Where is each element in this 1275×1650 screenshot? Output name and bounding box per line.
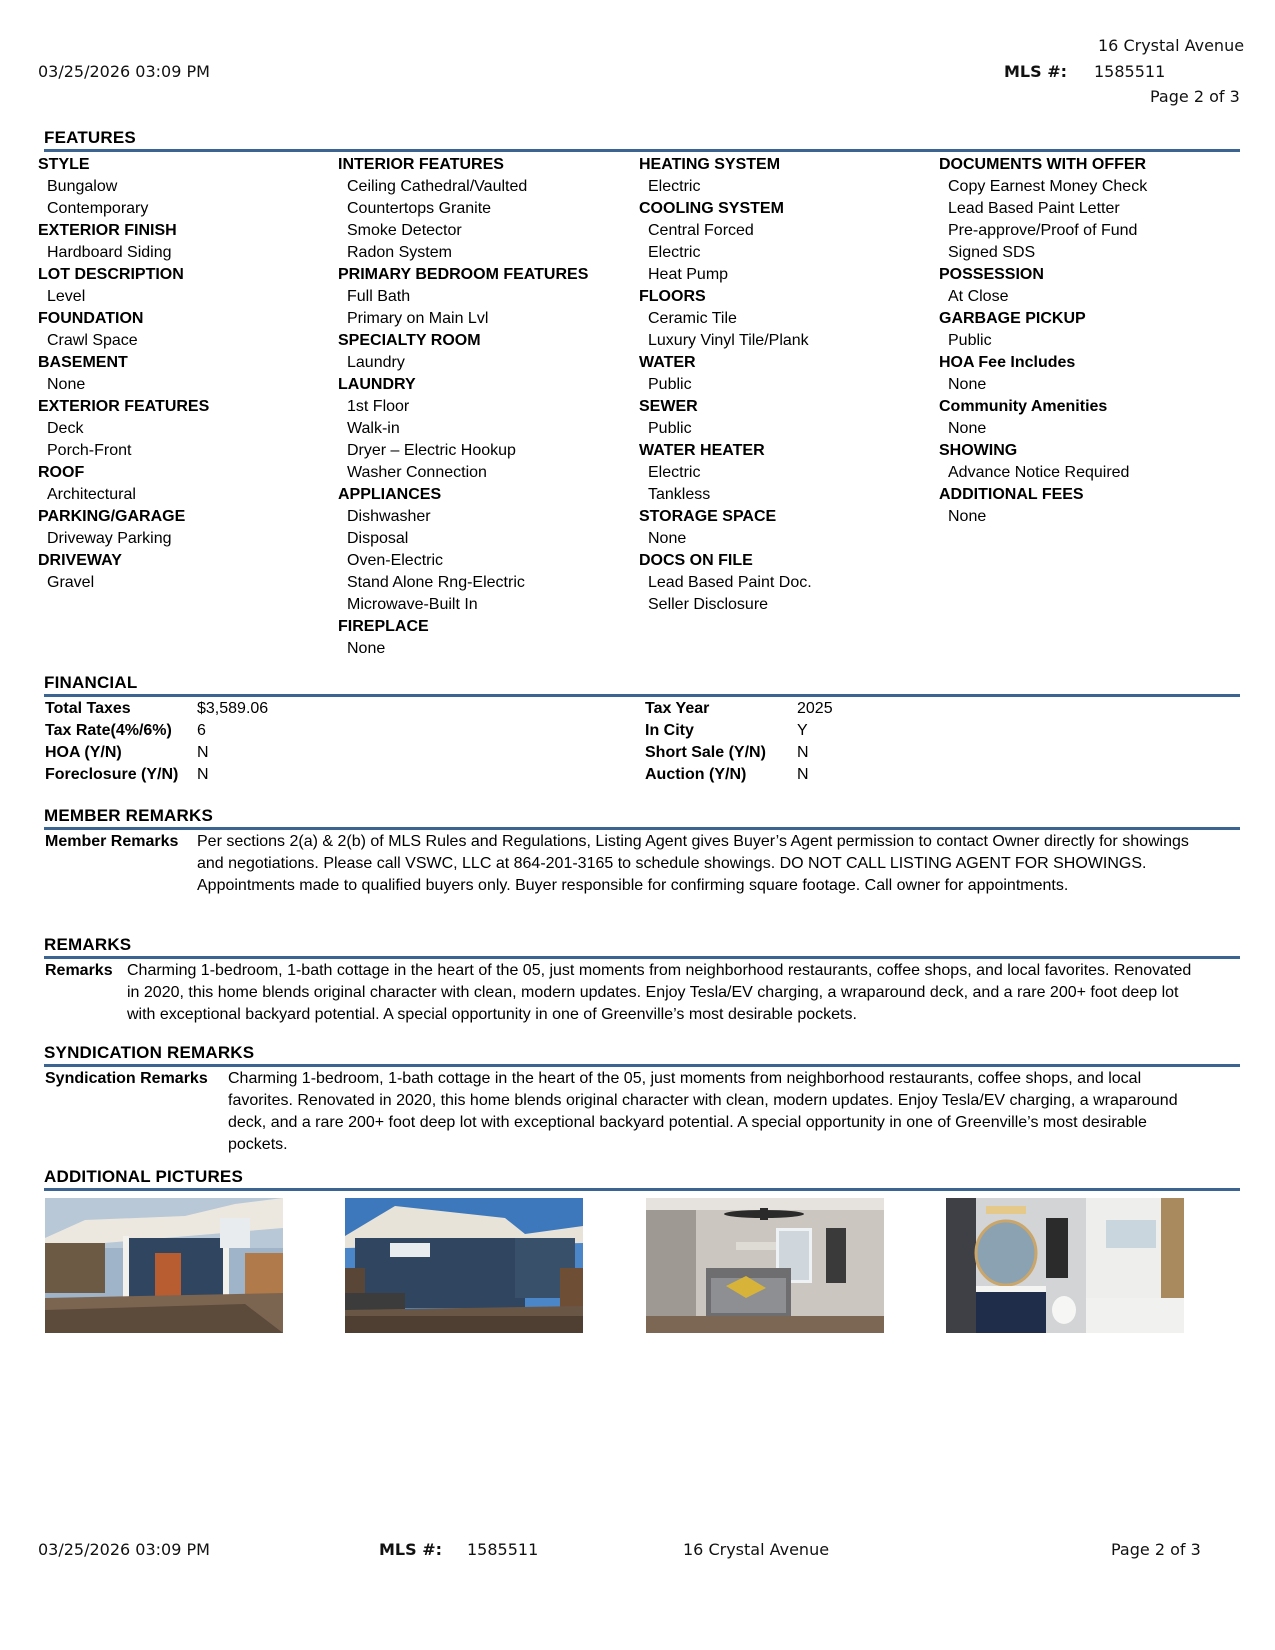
remarks-text: Charming 1-bedroom, 1-bath cottage in the heart of the 05, just moments from neighborhood restaurants, coffee shops, and local favorites. Renovated in 2020, this home blends original character with clean, modern updates. Enjoy Tesla/EV charging, a wraparound deck, and a rare 200+ foot deep lot with exceptional backyard potential. A special opportunity in one of Greenville’s most desirable pockets. [127, 962, 1192, 1023]
member-remarks-label: Member Remarks [45, 833, 179, 850]
feature-value: Tankless [648, 486, 711, 503]
feature-label: APPLIANCES [338, 486, 442, 503]
feature-value: At Close [948, 288, 1009, 305]
header-mls-number: 1585511 [1094, 62, 1166, 81]
financial-key: Auction (Y/N) [645, 766, 747, 783]
financial-key: HOA (Y/N) [45, 744, 122, 761]
financial-row [645, 698, 833, 720]
financial-value: N [197, 744, 209, 761]
feature-value: None [347, 640, 386, 657]
financial-row [45, 742, 268, 764]
remarks [45, 960, 1215, 1026]
feature-value: Radon System [347, 244, 452, 261]
feature-value: Lead Based Paint Doc. [648, 574, 812, 591]
header-datetime: 03/25/2026 03:09 PM [38, 62, 210, 81]
financial-value: Y [797, 722, 808, 739]
financial-value: N [797, 766, 809, 783]
feature-value: Porch-Front [47, 442, 132, 459]
feature-value: Hardboard Siding [47, 244, 172, 261]
financial-row [45, 764, 268, 786]
feature-value: Public [648, 376, 692, 393]
feature-value: Microwave-Built In [347, 596, 478, 613]
feature-label: STYLE [38, 156, 90, 173]
feature-value: Bungalow [47, 178, 118, 195]
financial-key: Foreclosure (Y/N) [45, 766, 179, 783]
financial-row [645, 764, 833, 786]
financial-row [45, 720, 268, 742]
syndication-remarks-label: Syndication Remarks [45, 1070, 208, 1087]
financial-key: Tax Year [645, 700, 710, 717]
feature-label: DOCUMENTS WITH OFFER [939, 156, 1147, 173]
feature-value: Contemporary [47, 200, 149, 217]
feature-label: HEATING SYSTEM [639, 156, 781, 173]
financial-value: 6 [197, 722, 206, 739]
financial-right [645, 698, 833, 786]
feature-value: None [948, 376, 987, 393]
feature-value: Crawl Space [47, 332, 138, 349]
feature-label: WATER HEATER [639, 442, 765, 459]
feature-value: Smoke Detector [347, 222, 462, 239]
member-remarks-title: MEMBER REMARKS [44, 806, 1240, 830]
feature-label: GARBAGE PICKUP [939, 310, 1086, 327]
header-mls-label: MLS #: [1004, 62, 1068, 81]
photo-bathroom[interactable] [946, 1198, 1184, 1333]
features-column-3 [639, 154, 939, 616]
feature-value: Laundry [347, 354, 405, 371]
feature-value: Public [948, 332, 992, 349]
features-title: FEATURES [44, 128, 1240, 152]
footer-mls-number: 1585511 [467, 1540, 539, 1559]
syndication-remarks-title: SYNDICATION REMARKS [44, 1043, 1240, 1067]
features-column-1 [38, 154, 338, 594]
financial-title: FINANCIAL [44, 673, 1240, 697]
feature-label: ADDITIONAL FEES [939, 486, 1084, 503]
feature-value: Full Bath [347, 288, 411, 305]
feature-label: SPECIALTY ROOM [338, 332, 481, 349]
feature-value: Signed SDS [948, 244, 1036, 261]
feature-value: Ceiling Cathedral/Vaulted [347, 178, 528, 195]
feature-value: None [47, 376, 86, 393]
financial-value: 2025 [797, 700, 833, 717]
feature-value: Primary on Main Lvl [347, 310, 489, 327]
remarks-title: REMARKS [44, 935, 1240, 959]
feature-value: Advance Notice Required [948, 464, 1130, 481]
feature-value: Luxury Vinyl Tile/Plank [648, 332, 809, 349]
feature-label: DRIVEWAY [38, 552, 122, 569]
photo-bedroom[interactable] [646, 1198, 884, 1333]
feature-value: Seller Disclosure [648, 596, 769, 613]
financial-row [645, 720, 833, 742]
member-remarks-text: Per sections 2(a) & 2(b) of MLS Rules and Regulations, Listing Agent gives Buyer’s Agent permission to contact Owner directly for showings and negotiations. Please call VSWC, LLC at 864-201-3165 to schedule showings. DO NOT CALL LISTING AGENT FOR SHOWINGS. Appointments made to qualified buyers only. Buyer responsible for confirming square footage. Call owner for appointments. [197, 833, 1189, 894]
footer-mls-label: MLS #: [379, 1540, 443, 1559]
syndication-remarks-text: Charming 1-bedroom, 1-bath cottage in the heart of the 05, just moments from neighborhood restaurants, coffee shops, and local favorites. Renovated in 2020, this home blends original character with clean, modern updates. Enjoy Tesla/EV charging, a wraparound deck, and a rare 200+ foot deep lot with exceptional backyard potential. A special opportunity in one of Greenville’s most desirable pockets. [228, 1070, 1178, 1153]
feature-value: Dryer – Electric Hookup [347, 442, 516, 459]
feature-label: BASEMENT [38, 354, 128, 371]
syndication-remarks [45, 1068, 1215, 1156]
financial-key: Tax Rate(4%/6%) [45, 722, 172, 739]
feature-value: Heat Pump [648, 266, 729, 283]
feature-value: None [948, 420, 987, 437]
footer-address: 16 Crystal Avenue [683, 1540, 830, 1559]
feature-value: Disposal [347, 530, 409, 547]
feature-value: Ceramic Tile [648, 310, 737, 327]
financial-value: $3,589.06 [197, 700, 269, 717]
feature-value: Lead Based Paint Letter [948, 200, 1120, 217]
feature-label: Community Amenities [939, 398, 1108, 415]
financial-key: Total Taxes [45, 700, 131, 717]
financial-row [645, 742, 833, 764]
feature-label: PARKING/GARAGE [38, 508, 186, 525]
footer-datetime: 03/25/2026 03:09 PM [38, 1540, 210, 1559]
financial-key: Short Sale (Y/N) [645, 744, 766, 761]
feature-label: STORAGE SPACE [639, 508, 777, 525]
feature-value: Walk-in [347, 420, 400, 437]
feature-label: COOLING SYSTEM [639, 200, 784, 217]
header-address: 16 Crystal Avenue [1098, 36, 1245, 55]
feature-value: Oven-Electric [347, 552, 444, 569]
additional-pictures-title: ADDITIONAL PICTURES [44, 1167, 1240, 1191]
feature-label: FOUNDATION [38, 310, 144, 327]
feature-value: Central Forced [648, 222, 754, 239]
financial-value: N [197, 766, 209, 783]
feature-value: Copy Earnest Money Check [948, 178, 1148, 195]
feature-label: WATER [639, 354, 696, 371]
photo-exterior-rear[interactable] [345, 1198, 583, 1333]
feature-label: LAUNDRY [338, 376, 416, 393]
feature-value: 1st Floor [347, 398, 410, 415]
remarks-label: Remarks [45, 962, 113, 979]
feature-label: SHOWING [939, 442, 1018, 459]
feature-label: ROOF [38, 464, 85, 481]
feature-label: DOCS ON FILE [639, 552, 753, 569]
features-column-4 [939, 154, 1239, 528]
header-page: Page 2 of 3 [1150, 87, 1240, 106]
feature-value: Electric [648, 464, 701, 481]
feature-value: Countertops Granite [347, 200, 492, 217]
feature-value: None [648, 530, 687, 547]
feature-value: None [948, 508, 987, 525]
feature-value: Pre-approve/Proof of Fund [948, 222, 1138, 239]
feature-value: Washer Connection [347, 464, 487, 481]
feature-label: EXTERIOR FINISH [38, 222, 177, 239]
feature-value: Level [47, 288, 86, 305]
financial-left [45, 698, 268, 786]
feature-value: Dishwasher [347, 508, 431, 525]
financial-row [45, 698, 268, 720]
feature-value: Deck [47, 420, 84, 437]
feature-value: Electric [648, 178, 701, 195]
member-remarks [45, 831, 1215, 897]
feature-value: Public [648, 420, 692, 437]
feature-label: FIREPLACE [338, 618, 429, 635]
feature-value: Driveway Parking [47, 530, 172, 547]
feature-value: Gravel [47, 574, 95, 591]
footer-page: Page 2 of 3 [1111, 1540, 1201, 1559]
feature-label: SEWER [639, 398, 698, 415]
features-column-2 [338, 154, 638, 660]
feature-label: FLOORS [639, 288, 706, 305]
financial-key: In City [645, 722, 694, 739]
feature-label: PRIMARY BEDROOM FEATURES [338, 266, 589, 283]
feature-label: LOT DESCRIPTION [38, 266, 184, 283]
feature-value: Electric [648, 244, 701, 261]
feature-value: Architectural [47, 486, 136, 503]
feature-label: EXTERIOR FEATURES [38, 398, 210, 415]
feature-label: INTERIOR FEATURES [338, 156, 504, 173]
feature-label: POSSESSION [939, 266, 1044, 283]
feature-value: Stand Alone Rng-Electric [347, 574, 525, 591]
financial-value: N [797, 744, 809, 761]
feature-label: HOA Fee Includes [939, 354, 1076, 371]
photo-exterior-front[interactable] [45, 1198, 283, 1333]
